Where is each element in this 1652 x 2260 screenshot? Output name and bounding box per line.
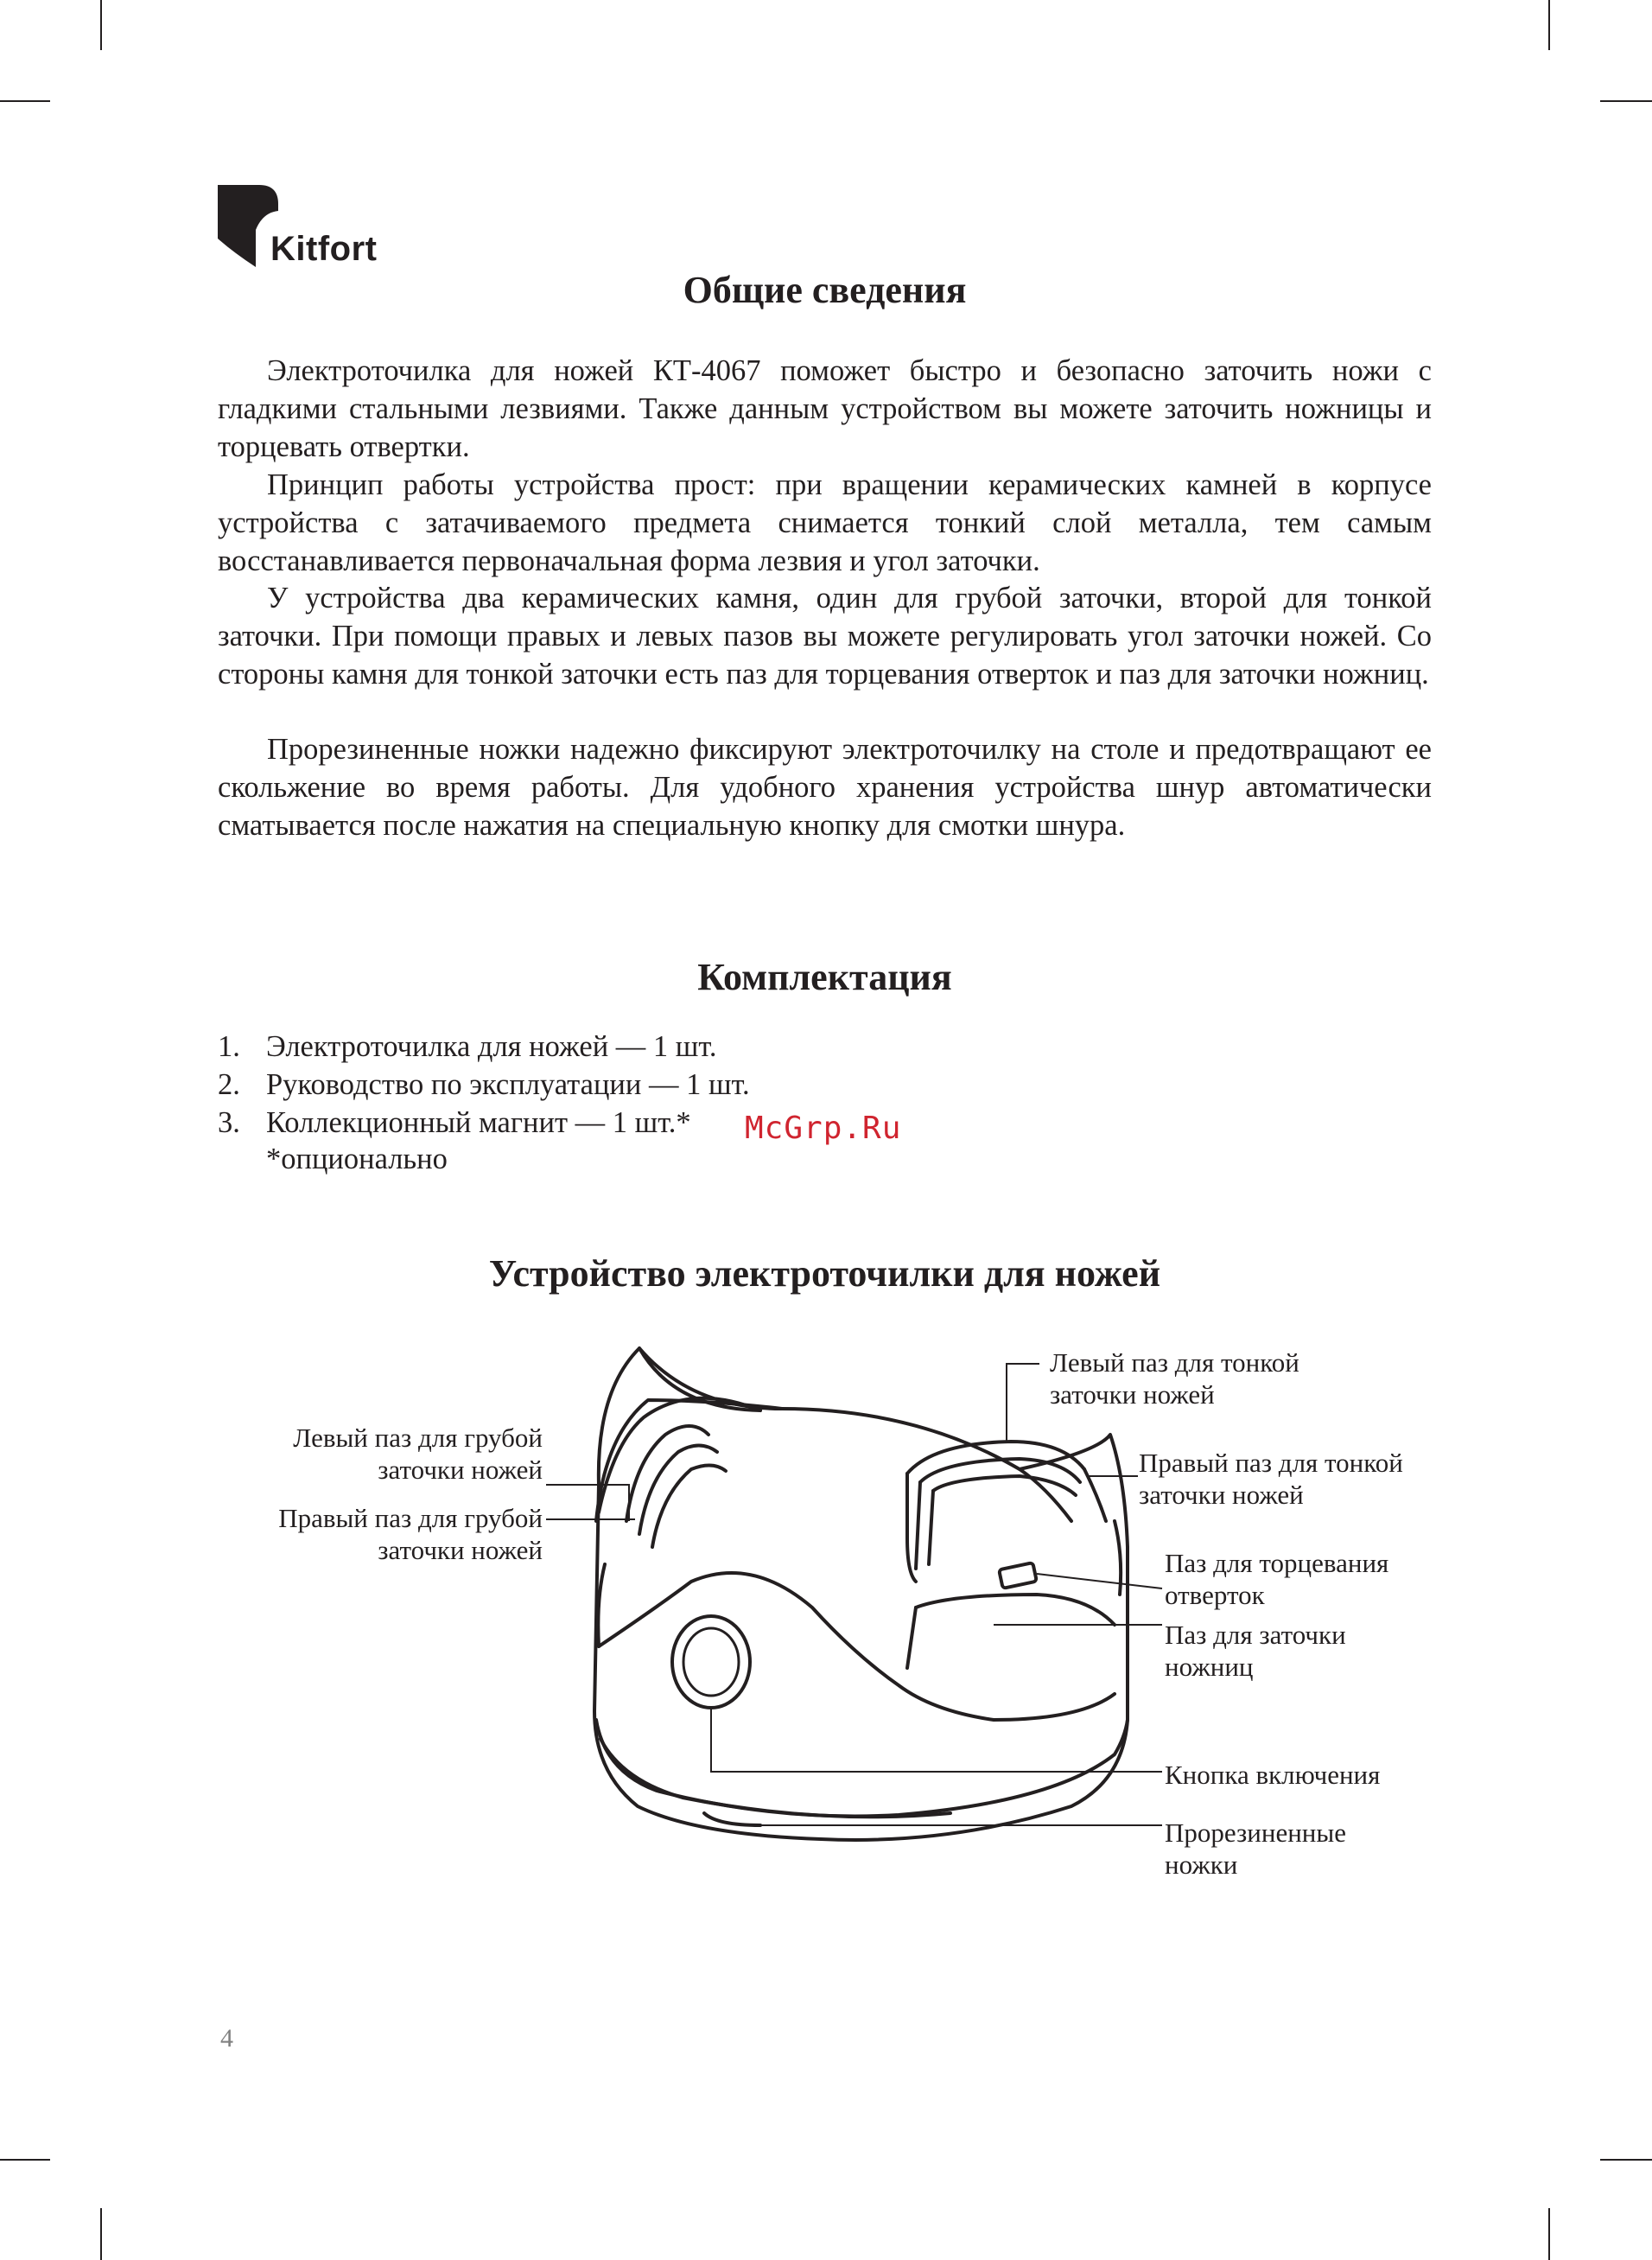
watermark: McGrp.Ru xyxy=(745,1111,902,1146)
section-title-device: Устройство электроточилки для ножей xyxy=(488,1252,1161,1295)
paragraph: У устройства два керамических камня, один для грубой заточки, второй для тонкой заточки. При помощи правых и левых пазов вы можете регулировать угол заточки ножей. Со стороны камня для тонкой заточки есть паз для торцевания отверток и паз для заточки ножниц. xyxy=(218,582,1432,691)
label-right-fine-slot: Правый паз для тонкой заточки ножей xyxy=(1139,1448,1403,1510)
label-right-coarse-slot: Правый паз для грубой заточки ножей xyxy=(278,1503,543,1565)
label-scissors-slot: Паз для заточки ножниц xyxy=(1165,1620,1346,1682)
paragraph: Электроточилка для ножей КТ-4067 поможет быстро и безопасно заточить ножи с гладкими стальными лезвиями. Также данным устройством вы можете заточить ножницы и торцевать отвертки. xyxy=(218,354,1432,463)
label-power-button: Кнопка включения xyxy=(1165,1760,1381,1790)
section-title-kit: Комплектация xyxy=(697,956,952,998)
page-number: 4 xyxy=(220,2024,233,2053)
label-rubber-feet: Прорезиненные ножки xyxy=(1165,1818,1346,1880)
label-screwdriver-slot: Паз для торцевания отверток xyxy=(1165,1548,1389,1610)
list-item: 3. Коллекционный магнит — 1 шт.* xyxy=(218,1105,691,1139)
paragraph: Принцип работы устройства прост: при вращении керамических камней в корпусе устройства с затачиваемого предмета снимается тонкий слой металла, тем самым восстанавливается первоначальная форма лезвия и угол заточки. xyxy=(218,468,1432,577)
paragraph: Прорезиненные ножки надежно фиксируют электроточилку на столе и предотвращают ее скольжение во время работы. Для удобного хранения устройства шнур автоматически сматывается после нажатия на специальную кнопку для смотки шнура. xyxy=(218,733,1432,842)
brand-name: Kitfort xyxy=(270,230,378,268)
list-item: 2. Руководство по эксплуатации — 1 шт. xyxy=(218,1067,750,1101)
section-title-general: Общие сведения xyxy=(683,269,967,311)
label-left-coarse-slot: Левый паз для грубой заточки ножей xyxy=(293,1423,543,1485)
footnote: *опционально xyxy=(266,1143,448,1175)
label-left-fine-slot: Левый паз для тонкой заточки ножей xyxy=(1050,1347,1299,1410)
list-item: 1. Электроточилка для ножей — 1 шт. xyxy=(218,1030,717,1063)
